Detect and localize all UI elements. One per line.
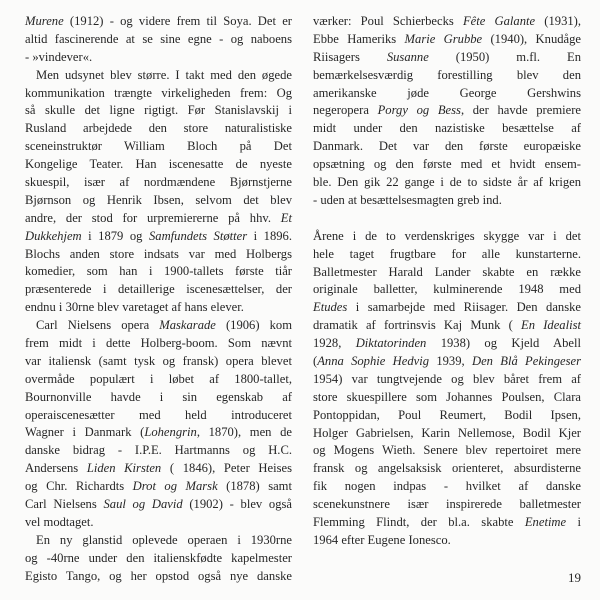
right-column	[313, 13, 581, 550]
text-line: Andersens Liden Kirsten ( 1846), Peter Heises	[25, 461, 292, 476]
text-line: Bournonville havde i sin egenskab af	[25, 389, 292, 404]
text-line: skuespil, især af nordmændene Bjørnstjerne	[25, 175, 292, 190]
text-line: Wagner i Danmark (Lohengrin, 1870), men de	[25, 425, 292, 440]
text-line: Blochs anden store indsats var med Holbergs	[25, 246, 292, 261]
text-line: Flemming Flindt, der bl.a. skabte Enetime i	[313, 515, 582, 530]
text-line: komedier, som han i 1900-tallets første tiår	[25, 264, 292, 279]
text-line: originale balletter, kulminerende 1948 med	[313, 282, 581, 297]
text-line: præsenterede i detaillerige iscenesættelser, der	[25, 282, 292, 297]
text-line: var italiensk (samt tysk og fransk) opera blevet	[25, 353, 292, 368]
text-line: - uden at besættelsesmagten greb ind.	[313, 192, 502, 207]
text-line: og -40rne under den italienskfødte kapelmester	[25, 550, 292, 565]
text-line: og Mogens Wieth. Senere blev repertoiret mere	[313, 443, 581, 458]
paragraph	[313, 228, 581, 550]
paragraph	[25, 532, 292, 586]
text-line: frem midt i dette Holberg-boom. Som nævnt	[25, 336, 292, 351]
text-line: bemærkelsesværdig forestilling blev den	[313, 67, 581, 82]
text-line: Carl Nielsens Saul og David (1902) - blev også	[25, 497, 292, 512]
text-line: 1928, Diktatorinden 1938) og Kjeld Abell	[313, 336, 581, 351]
text-line: Egisto Tango, og her opstod også nye danske	[25, 568, 292, 583]
text-line: 1964 efter Eugene Ionesco.	[313, 532, 451, 547]
text-line: fransk og angelsaksisk orienteret, absurdisterne	[313, 461, 581, 476]
text-line: Pontoppidan, Poul Reumert, Bodil Ipsen,	[313, 407, 581, 422]
text-line: altid fascinerende at se sine egne - og naboens	[25, 31, 292, 46]
text-line: Dukkehjem i 1879 og Samfundets Støtter i 1896.	[25, 228, 292, 243]
left-column	[25, 13, 292, 586]
text-line: - »vindever«.	[25, 49, 93, 64]
paragraph	[313, 13, 581, 210]
text-line: (Anna Sophie Hedvig 1939, Den Blå Pekingeser	[313, 354, 581, 369]
text-line: danske bidrag - I.P.E. Hartmanns og H.C.	[25, 443, 292, 458]
page-number: 19	[568, 570, 581, 585]
text-line: opsætning og den første med et hvidt ensem-	[313, 157, 581, 172]
text-line: kommunikation trængte virkeligheden frem: Og	[25, 85, 292, 100]
paragraph	[25, 67, 292, 317]
text-line: ble. Den gik 22 gange i de to sidste år af krigen	[313, 175, 581, 190]
text-line: værker: Poul Schierbecks Fête Galante (1931),	[313, 14, 582, 28]
text-line: Årene i de to verdenskriges skygge var i det	[313, 228, 581, 243]
paragraph	[25, 317, 292, 532]
text-line: Danmark. Det var den første europæiske	[313, 139, 581, 154]
text-line: overmåde populært i løbet af 1800-tallet,	[25, 371, 292, 386]
text-line: fik nogen indpas - hvilket af danske	[313, 479, 581, 494]
text-line: store skuespillere som Johannes Poulsen, Clara	[313, 389, 581, 404]
text-line: Holger Gabrielsen, Karin Nellemose, Bodil Kjer	[313, 425, 581, 440]
text-line: amerikanske jøde George Gershwins	[313, 85, 581, 100]
text-line: Kongelige Teater. Han iscenesatte de nyeste	[25, 157, 292, 172]
text-line: hele taget frugtbare for alle kunstarterne.	[313, 246, 581, 261]
text-line: Men udsynet blev større. I takt med den øgede	[36, 67, 292, 82]
text-line: Rusland arbejdede den store naturalistiske	[25, 121, 292, 136]
text-line: andre, der stod for urpremiererne på hhv. Et	[25, 210, 292, 225]
text-line: scenekunstnere især inspirerede balletmester	[313, 497, 581, 512]
text-line: så skulle det ligne rigtigt. Før Stanislavskij i	[25, 103, 292, 118]
text-line: En ny glanstid oplevede operaen i 1930rne	[36, 532, 292, 547]
text-line: midt under den nazistiske besættelse af	[313, 121, 581, 136]
text-line: og Chr. Richardts Drot og Marsk (1878) samt	[25, 479, 292, 494]
text-line: endnu i 30rne blev varetaget af hans elever.	[25, 300, 244, 315]
text-line: sceneinstruktør William Bloch på Det	[25, 139, 292, 154]
text-line: Ebbe Hameriks Marie Grubbe (1940), Knudåge	[313, 31, 582, 46]
text-line: Etudes i samarbejde med Riisager. Den danske	[313, 300, 581, 315]
paragraph	[25, 13, 292, 67]
text-line: negeropera Porgy og Bess, der havde premiere	[313, 103, 581, 118]
text-line: Bjørnson og Henrik Ibsen, selvom det blev	[25, 192, 292, 207]
text-line: Murene (1912) - og videre frem til Soya. Det er	[25, 14, 292, 28]
text-line: Balletmester Harald Lander skabte en række	[313, 264, 581, 279]
text-line: Carl Nielsens opera Maskarade (1906) kom	[36, 318, 293, 333]
text-line: operaiscenesætter med held introduceret	[25, 407, 292, 422]
text-line: Riisagers Susanne (1950) m.fl. En	[313, 49, 581, 64]
text-line: dramatik af fortrinsvis Kaj Munk ( En Idealist	[313, 318, 582, 333]
text-line: vel modtaget.	[25, 514, 94, 529]
text-line: 1954) var tungtvejende og blev båret frem af	[313, 371, 581, 386]
